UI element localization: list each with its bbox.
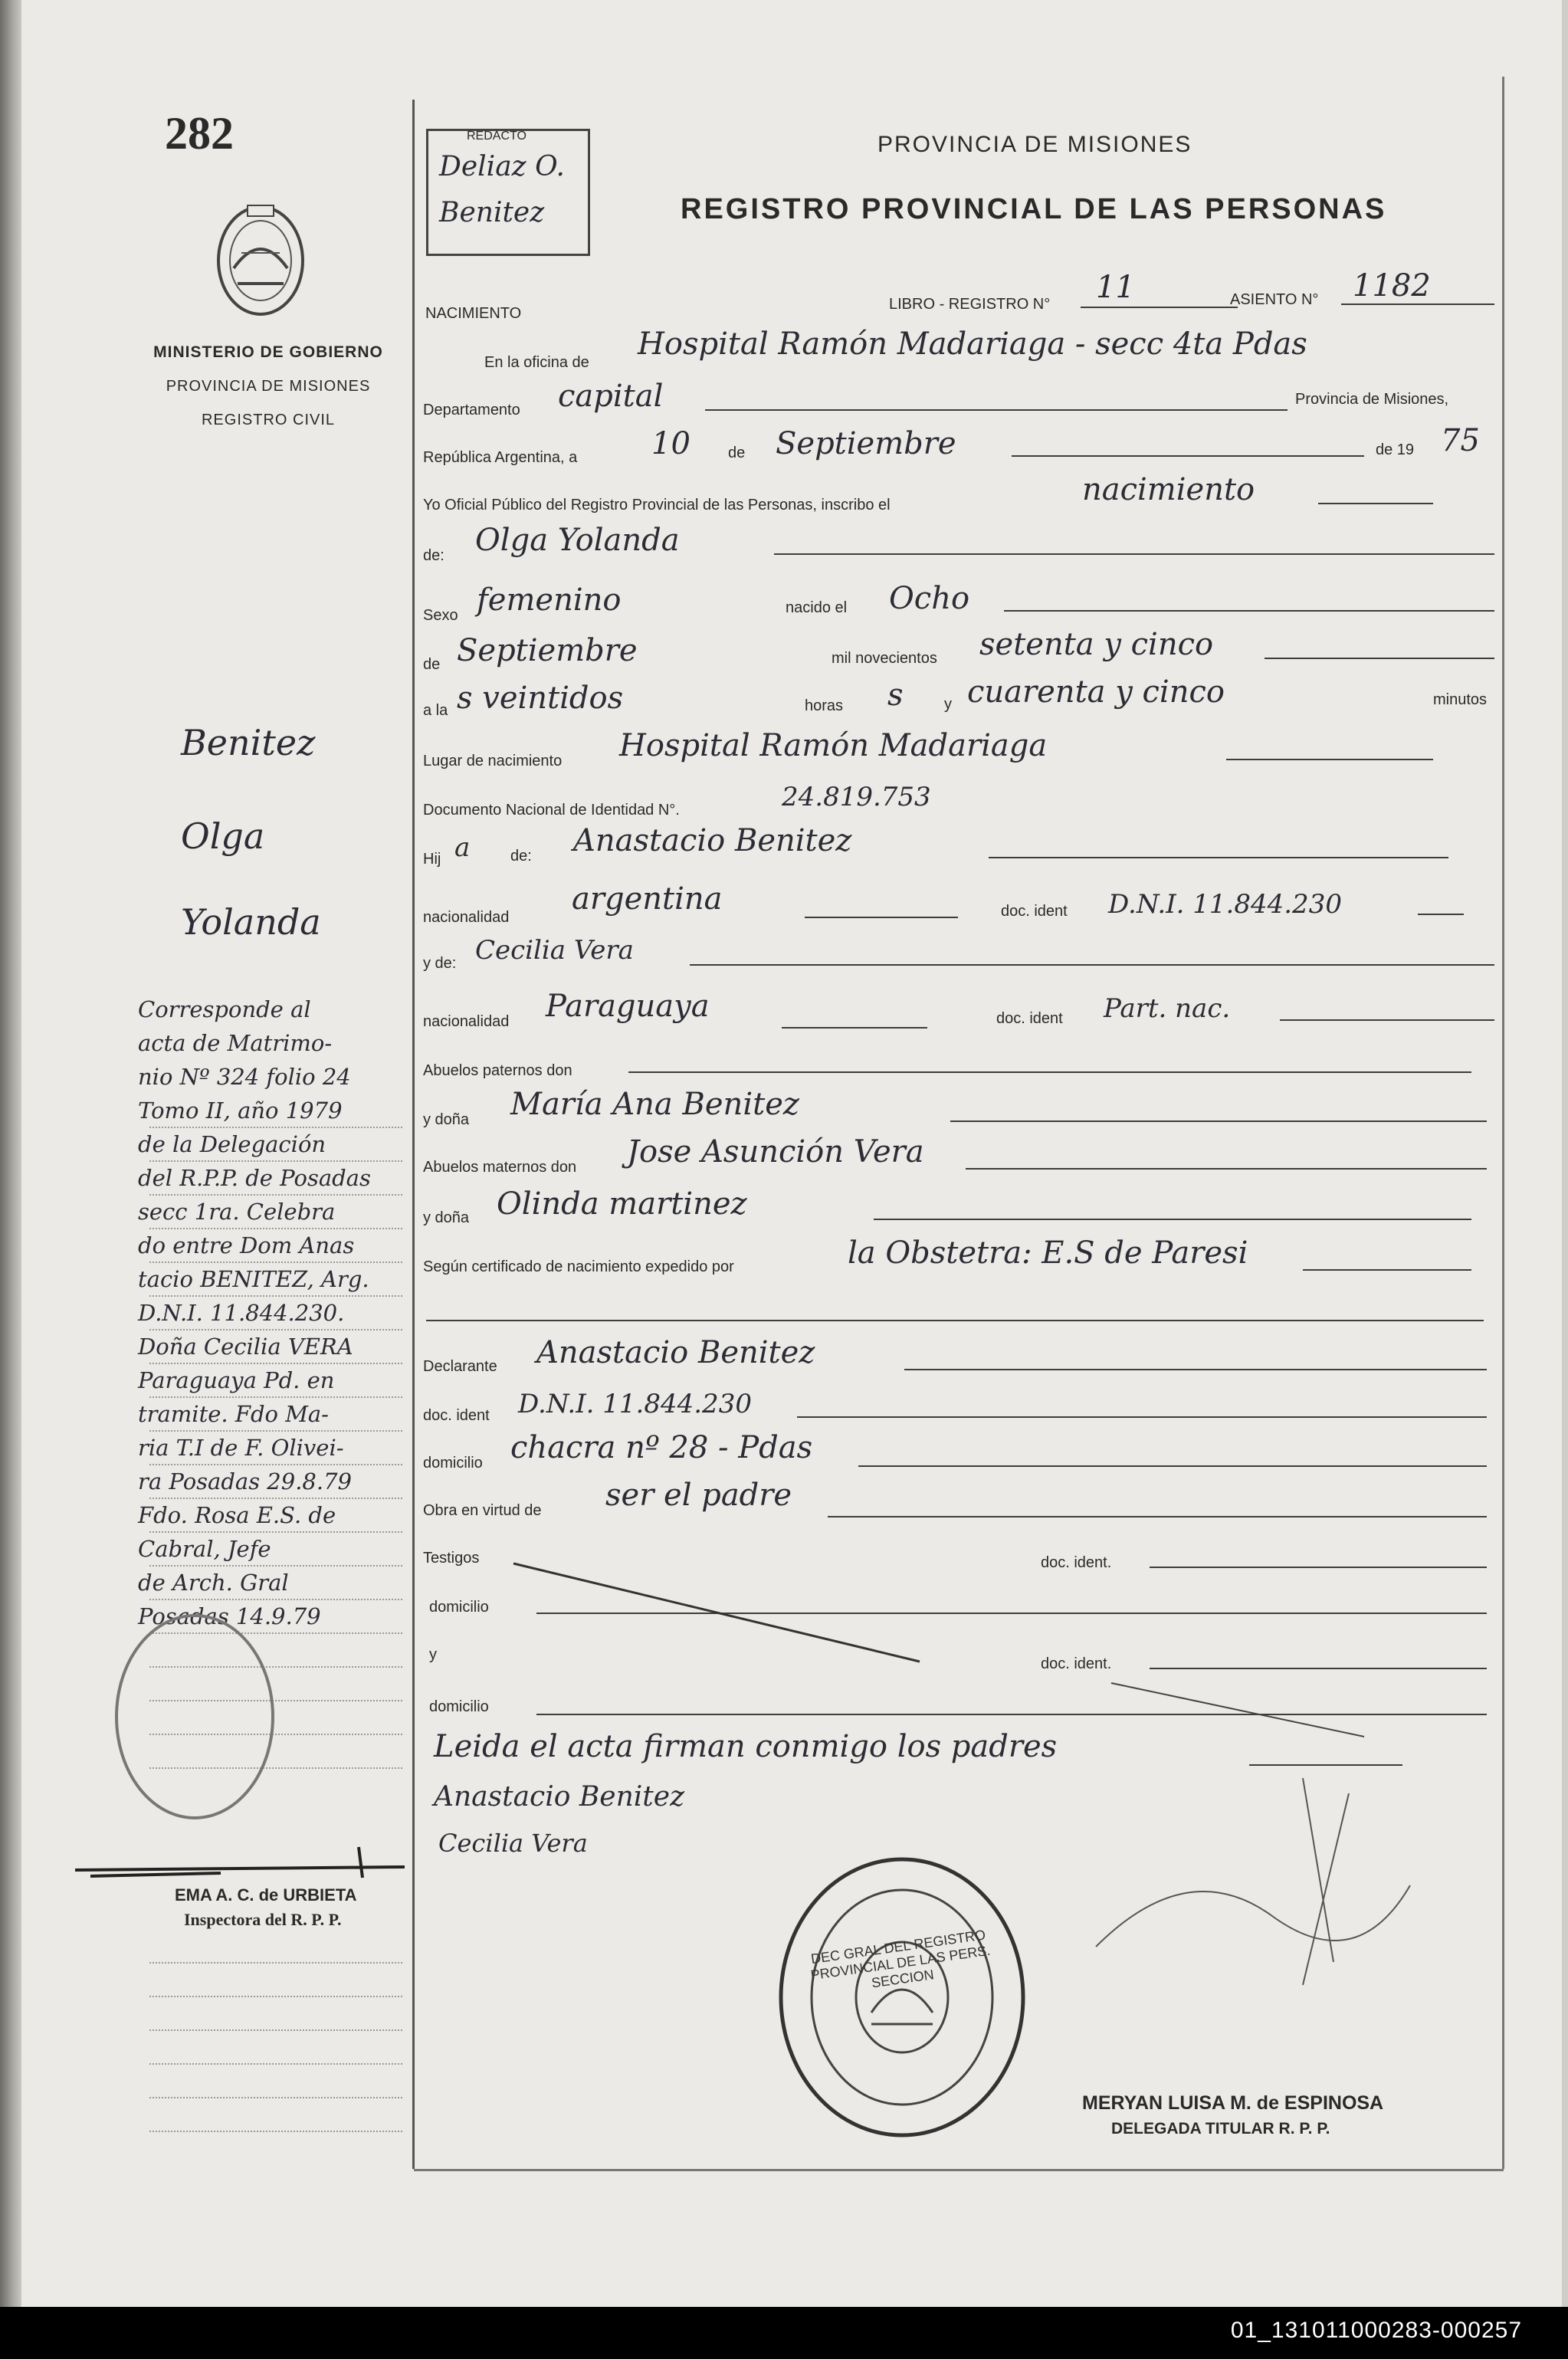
sexo-label: Sexo — [423, 607, 458, 624]
note-line: de Arch. Gral — [138, 1570, 289, 1596]
hij-de-label: de: — [510, 848, 532, 865]
note-line: nio Nº 324 folio 24 — [138, 1064, 351, 1090]
docid3-line — [797, 1416, 1487, 1418]
de2-label: de — [423, 656, 441, 673]
signature-father: Anastacio Benitez — [434, 1781, 685, 1813]
note-line: tacio BENITEZ, Arg. — [138, 1266, 369, 1292]
year-value: 75 — [1441, 423, 1480, 458]
lugar-label: Lugar de nacimiento — [423, 753, 563, 769]
nac1-value: argentina — [572, 881, 723, 917]
footer-id: 01_131011000283-000257 — [1230, 2318, 1522, 2343]
republica-label: República Argentina, a — [423, 449, 578, 466]
nac2-line — [782, 1027, 927, 1029]
header-province: PROVINCIA DE MISIONES — [877, 132, 1192, 157]
father-value: Anastacio Benitez — [573, 823, 852, 858]
ministry-header — [138, 336, 399, 437]
asiento-label: ASIENTO N° — [1230, 291, 1319, 308]
day-value: 10 — [651, 426, 691, 461]
testigos-label: Testigos — [423, 1550, 480, 1567]
abmat-line — [966, 1168, 1487, 1170]
right-border — [1502, 77, 1504, 2169]
ministry-province: PROVINCIA DE MISIONES — [166, 378, 371, 395]
margin-name-1: Olga — [181, 815, 265, 857]
horas-label: horas — [805, 697, 844, 714]
docid2-line — [1280, 1019, 1494, 1021]
abmat-label: Abuelos maternos don — [423, 1159, 577, 1176]
departamento-value: capital — [558, 379, 664, 414]
nacido-label: nacido el — [786, 599, 848, 616]
domicilio2-label: domicilio — [429, 1599, 489, 1616]
official-signature — [1073, 1763, 1425, 1993]
obra-label: Obra en virtud de — [423, 1502, 542, 1519]
official-title: DELEGADA TITULAR R. P. P. — [1111, 2120, 1330, 2138]
margin-name-2: Yolanda — [181, 901, 321, 943]
docid1-value: D.N.I. 11.844.230 — [1108, 889, 1342, 920]
year-label: de 19 — [1376, 441, 1415, 458]
seal-text: DEC GRAL DEL REGISTRO PROVINCIAL DE LAS PERS. SECCION — [809, 1927, 992, 1991]
certificado-value: la Obstetra: E.S de Paresi — [848, 1235, 1248, 1271]
asiento-line — [1341, 303, 1494, 305]
alas-value: s veintidos — [457, 681, 624, 716]
libro-label: LIBRO - REGISTRO N° — [889, 296, 1051, 313]
office-value: Hospital Ramón Madariaga - secc 4ta Pdas — [638, 326, 1307, 362]
oficial-line — [1318, 503, 1433, 504]
lugar-value: Hospital Ramón Madariaga — [619, 728, 1048, 763]
nac2-label: nacionalidad — [423, 1013, 510, 1030]
departamento-line — [705, 409, 1288, 411]
departamento-label: Departamento — [423, 402, 520, 418]
docid5-label: doc. ident. — [1041, 1655, 1112, 1672]
lugar-line — [1226, 759, 1433, 760]
mil-value: setenta y cinco — [979, 627, 1214, 662]
leida-value: Leida el acta firman conmigo los padres — [434, 1729, 1058, 1764]
domicilio-label: domicilio — [423, 1455, 483, 1472]
note-line: Paraguaya Pd. en — [138, 1367, 335, 1393]
nacido-value: Ocho — [889, 581, 970, 616]
declarante-line — [904, 1369, 1487, 1370]
docid2-value: Part. nac. — [1104, 993, 1231, 1024]
redacto-line1: Deliaz O. — [439, 151, 565, 182]
note-line: Fdo. Rosa E.S. de — [138, 1502, 336, 1528]
abpat-dona-label: y doña — [423, 1111, 470, 1128]
nac2-value: Paraguaya — [546, 989, 710, 1024]
inspector-title: Inspectora del R. P. P. — [184, 1910, 342, 1929]
month2-value: Septiembre — [457, 633, 638, 668]
province-emblem-icon — [211, 199, 310, 322]
note-line: de la Delegación — [138, 1131, 326, 1157]
month-value: Septiembre — [776, 426, 956, 461]
docid1-line — [1418, 914, 1464, 915]
hij-label: Hij — [423, 851, 441, 868]
record-type-label: NACIMIENTO — [425, 305, 522, 322]
official-name: MERYAN LUISA M. de ESPINOSA — [1082, 2092, 1384, 2114]
docid5-line — [1150, 1668, 1487, 1669]
abmat-dona-line — [874, 1219, 1471, 1220]
abmat-dona-label: y doña — [423, 1209, 470, 1226]
mother-line — [690, 964, 1494, 966]
abpat-dona-line — [950, 1120, 1487, 1122]
ministry-name: MINISTERIO DE GOBIERNO — [153, 343, 383, 361]
person-value: Olga Yolanda — [475, 523, 680, 558]
docid4-label: doc. ident. — [1041, 1554, 1112, 1571]
margin-stamp — [115, 1614, 274, 1819]
redacto-line2: Benitez — [439, 197, 545, 228]
certificado-line — [1303, 1269, 1471, 1271]
strike-line-2 — [1104, 1675, 1379, 1744]
ministry-office: REGISTRO CIVIL — [201, 412, 336, 428]
note-line: Corresponde al — [138, 996, 311, 1022]
yde-label: y de: — [423, 955, 457, 972]
person-line — [774, 553, 1494, 555]
docid3-label: doc. ident — [423, 1407, 490, 1424]
signature-mother: Cecilia Vera — [438, 1829, 588, 1858]
date-line — [1012, 455, 1364, 457]
redacto-box — [426, 129, 590, 256]
mother-value: Cecilia Vera — [475, 935, 634, 966]
nacido-line — [1004, 610, 1494, 612]
blank-line — [426, 1320, 1484, 1321]
y-label: y — [944, 696, 952, 713]
domicilio3-label: domicilio — [429, 1698, 489, 1715]
book-spine — [0, 0, 21, 2307]
oficial-text: Yo Oficial Público del Registro Provincial de las Personas, inscribo el — [423, 497, 891, 513]
header-registry: REGISTRO PROVINCIAL DE LAS PERSONAS — [681, 193, 1387, 225]
note-line: Tomo II, año 1979 — [138, 1097, 343, 1124]
libro-line — [1081, 307, 1238, 308]
note-line: del R.P.P. de Posadas — [138, 1165, 371, 1191]
obra-value: ser el padre — [605, 1478, 792, 1513]
provincia-suffix: Provincia de Misiones, — [1295, 391, 1449, 408]
dni-value: 24.819.753 — [782, 782, 931, 812]
note-line: D.N.I. 11.844.230. — [138, 1300, 345, 1326]
sexo-value: femenino — [477, 582, 622, 618]
abpat-dona-value: María Ana Benitez — [510, 1087, 799, 1122]
certificado-label: Según certificado de nacimiento expedido por — [423, 1258, 734, 1275]
hij-suffix: a — [454, 832, 471, 863]
note-line: Doña Cecilia VERA — [138, 1334, 353, 1360]
note-line: Posadas 14.9.79 — [138, 1603, 321, 1629]
docid4-line — [1150, 1567, 1487, 1568]
note-line: tramite. Fdo Ma- — [138, 1401, 329, 1427]
strike-line — [506, 1556, 935, 1671]
nac1-line — [805, 917, 958, 918]
y2-label: y — [429, 1646, 437, 1663]
asiento-value: 1182 — [1353, 268, 1431, 303]
note-line: ria T.I de F. Olivei- — [138, 1435, 344, 1461]
minutos-value: cuarenta y cinco — [967, 674, 1225, 710]
alas-label: a la — [423, 702, 448, 719]
oficial-value: nacimiento — [1082, 472, 1255, 507]
libro-value: 11 — [1096, 270, 1135, 305]
docid3-value: D.N.I. 11.844.230 — [518, 1389, 752, 1419]
abpat-label: Abuelos paternos don — [423, 1062, 572, 1079]
father-line — [989, 857, 1448, 858]
de-person-label: de: — [423, 547, 444, 564]
domicilio-value: chacra nº 28 - Pdas — [510, 1430, 813, 1465]
nac1-label: nacionalidad — [423, 909, 510, 926]
domicilio-line — [858, 1465, 1487, 1467]
note-line: acta de Matrimo- — [138, 1030, 333, 1056]
note-line: do entre Dom Anas — [138, 1232, 355, 1258]
inspector-name: EMA A. C. de URBIETA — [175, 1885, 357, 1905]
abpat-line — [628, 1071, 1471, 1073]
office-label: En la oficina de — [484, 354, 589, 371]
note-line: ra Posadas 29.8.79 — [138, 1468, 352, 1494]
note-line: secc 1ra. Celebra — [138, 1199, 336, 1225]
declarante-label: Declarante — [423, 1358, 497, 1375]
footer-bar — [0, 2307, 1568, 2359]
docid2-label: doc. ident — [996, 1010, 1063, 1027]
margin-surname: Benitez — [181, 722, 316, 763]
page-number: 282 — [165, 108, 234, 159]
dni-label: Documento Nacional de Identidad N°. — [423, 802, 680, 819]
note-line: Cabral, Jefe — [138, 1536, 271, 1562]
minutos-label: minutos — [1433, 691, 1488, 708]
abmat-dona-value: Olinda martinez — [497, 1186, 747, 1222]
redacto-label: REDACTO — [467, 130, 526, 143]
docid1-label: doc. ident — [1001, 903, 1068, 920]
mil-line — [1265, 658, 1494, 659]
bottom-border — [414, 2169, 1504, 2171]
mil-label: mil novecientos — [832, 650, 937, 667]
obra-line — [828, 1516, 1487, 1517]
de-label: de — [728, 445, 746, 461]
margin-marriage-note — [138, 992, 406, 1633]
abmat-value: Jose Asunción Vera — [627, 1134, 924, 1170]
horas-value: s — [887, 678, 904, 713]
declarante-value: Anastacio Benitez — [536, 1335, 815, 1370]
